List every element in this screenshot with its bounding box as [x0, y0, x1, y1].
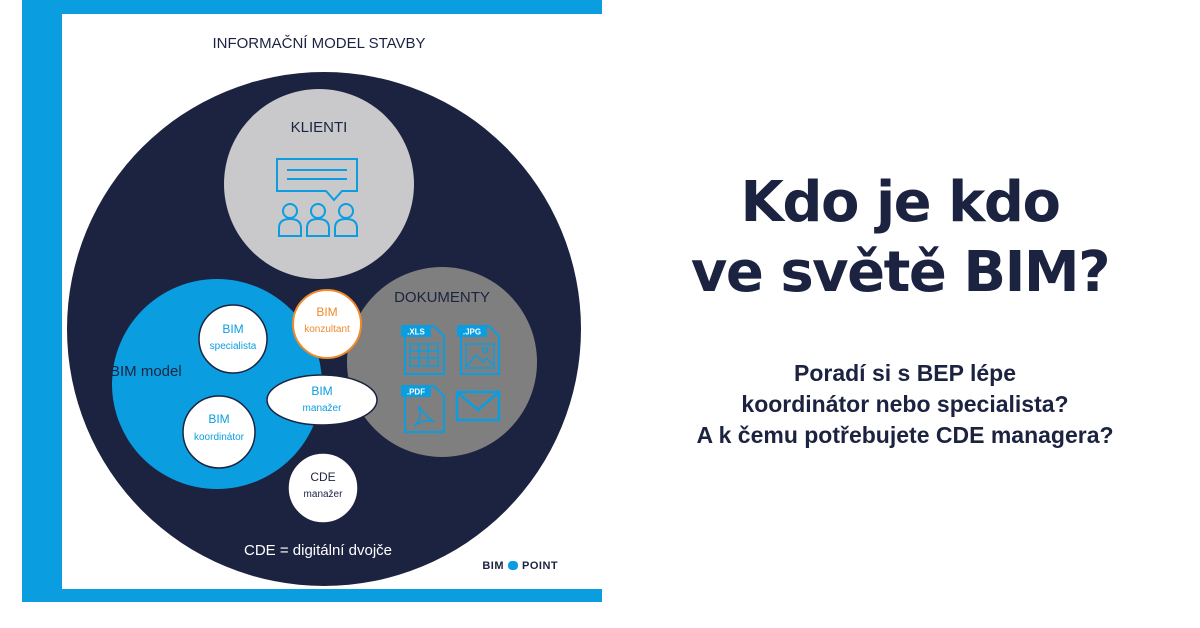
- bim-coordinator-line1: BIM: [208, 412, 230, 426]
- subtitle: [620, 358, 1190, 451]
- bim-specialist-line1: BIM: [222, 322, 244, 336]
- diagram-card: [62, 14, 608, 589]
- bim-manager-ellipse: [267, 375, 377, 425]
- clients-circle: [224, 89, 414, 279]
- bim-manager-line2: manažer: [302, 403, 342, 414]
- headline-line2: ve světě BIM?: [690, 240, 1110, 305]
- bim-point-logo: [482, 560, 558, 572]
- cde-manager-circle: [288, 453, 358, 523]
- subtitle-line3: A k čemu potřebujete CDE managera?: [696, 422, 1114, 448]
- bim-specialist-line2: specialista: [209, 341, 257, 352]
- bim-diagram: [62, 14, 608, 589]
- diagram-title: INFORMAČNÍ MODEL STAVBY: [212, 35, 426, 52]
- headline: [640, 168, 1160, 308]
- pdf-label: .PDF: [406, 387, 426, 397]
- jpg-label: .JPG: [462, 327, 482, 337]
- headline-line1: Kdo je kdo: [740, 170, 1060, 235]
- logo-dot-icon: [508, 561, 518, 570]
- blue-frame: [22, 0, 602, 602]
- bim-model-label: BIM model: [110, 363, 182, 380]
- xls-label: .XLS: [407, 327, 425, 337]
- bim-consultant-line1: BIM: [316, 305, 338, 319]
- bim-manager-line1: BIM: [311, 384, 333, 398]
- cde-manager-line1: CDE: [310, 470, 336, 484]
- clients-label: KLIENTI: [290, 119, 348, 136]
- bim-specialist-circle: [199, 305, 267, 373]
- bim-coordinator-line2: koordinátor: [193, 432, 245, 443]
- subtitle-line2: koordinátor nebo specialista?: [741, 391, 1069, 417]
- logo-left: BIM: [482, 560, 504, 572]
- logo-right: POINT: [522, 560, 559, 572]
- cde-label: CDE = digitální dvojče: [244, 542, 392, 559]
- cde-manager-line2: manažer: [303, 489, 343, 500]
- subtitle-line1: Poradí si s BEP lépe: [793, 360, 1016, 386]
- documents-label: DOKUMENTY: [394, 289, 490, 306]
- bim-consultant-line2: konzultant: [304, 324, 350, 335]
